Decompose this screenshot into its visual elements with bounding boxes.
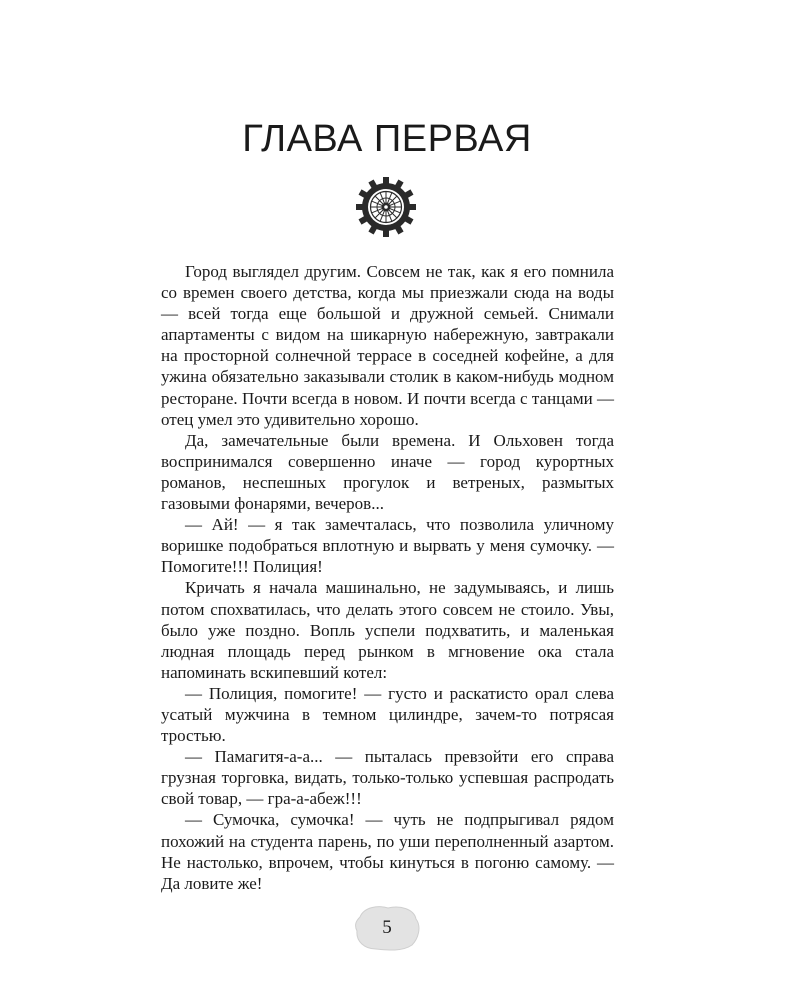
paragraph: — Памагитя-а-а... — пыталась превзойти его справа грузная торговка, видать, только-только успевшая распродать свой товар, — гра-а-абеж!!!: [161, 747, 614, 809]
paragraph: — Сумочка, сумочка! — чуть не подпрыгивал рядом похожий на студента парень, по уши переполненный азартом. Не настолько, впрочем, чтобы кинуться в погоню самому. — Да ловите же!: [161, 810, 614, 893]
chapter-body-text: [161, 261, 614, 894]
paragraph: Да, замечательные были времена. И Ольховен тогда воспринимался совершенно иначе — город курортных романов, неспешных прогулок и ветреных, размытых газовыми фонарями, вечеров...: [161, 430, 614, 514]
paragraph: — Ай! — я так замечталась, что позволила уличному воришке подобраться вплотную и вырвать у меня сумочку. — Помогите!!! Полиция!: [161, 515, 614, 577]
paragraph: Город выглядел другим. Совсем не так, как я его помнила со времен своего детства, когда мы приезжали сюда на воды — всей тогда еще большой и дружной семьей. Снимали апартаменты с видом на шикарную набережную, завтракали на просторной солнечной террасе в соседней кофейне, а для ужина обязательно заказывали столик в каком-нибудь модном ресторане. Почти всегда в новом. И почти всегда с танцами — отец умел это удивительно хорошо.: [161, 262, 614, 429]
page-number: 5: [382, 917, 392, 938]
paragraph: Кричать я начала машинально, не задумываясь, и лишь потом спохватилась, что делать этого совсем не стоило. Увы, было уже поздно. Вопль успели подхватить, и маленькая людная площадь перед рынком в мгновение ока стала напоминать вскипевший котел:: [161, 578, 614, 682]
paragraph: — Полиция, помогите! — густо и раскатисто орал слева усатый мужчина в темном цилиндре, зачем-то потрясая тростью.: [161, 683, 614, 746]
gear-icon: [355, 176, 417, 238]
chapter-title: ГЛАВА ПЕРВАЯ: [242, 118, 532, 160]
